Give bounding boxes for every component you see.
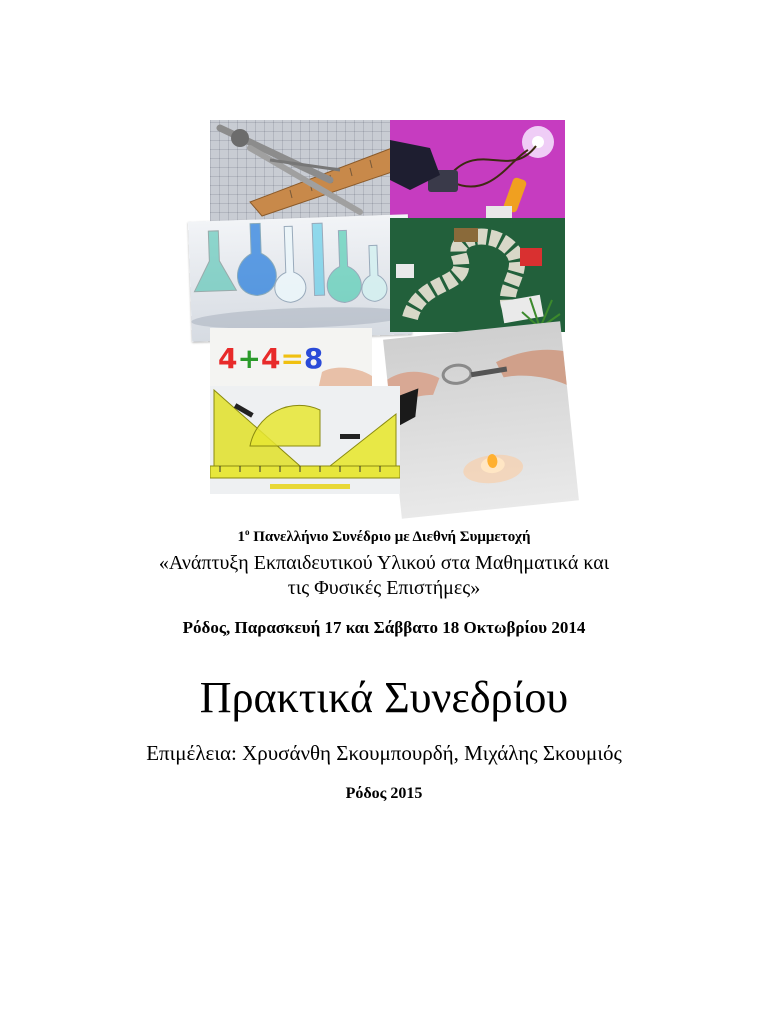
math-magnets-photo xyxy=(210,328,372,390)
glassware-photo xyxy=(188,214,412,342)
conference-title-line1: «Ανάπτυξη Εκπαιδευτικού Υλικού στα Μαθηματικά και xyxy=(158,552,610,574)
compass-ruler-photo xyxy=(210,120,392,222)
conference-place-dates: Ρόδος, Παρασκευή 17 και Σάββατο 18 Οκτωβρίου 2014 xyxy=(182,618,586,637)
svg-text:4+4=8: 4+4=8 xyxy=(218,342,324,375)
conference-title-line2: τις Φυσικές Επιστήμες» xyxy=(287,577,481,599)
magnifier-candle-photo xyxy=(383,321,579,519)
set-squares-photo xyxy=(210,386,400,494)
document-place-year: Ρόδος 2015 xyxy=(345,785,423,802)
document-editors: Επιμέλεια: Χρυσάνθη Σκουμπουρδή, Μιχάλης Σκουμιός xyxy=(146,741,622,765)
board-game-photo xyxy=(390,218,565,332)
conference-edition: $1^o$ Πανελλήνιο Συνέδριο με Διεθνή Συμμετοχή xyxy=(237,527,531,545)
document-heading: Πρακτικά Συνεδρίου xyxy=(199,673,569,722)
circuit-photo xyxy=(390,120,565,220)
conference-title xyxy=(0,551,768,601)
cover-collage xyxy=(180,118,580,518)
